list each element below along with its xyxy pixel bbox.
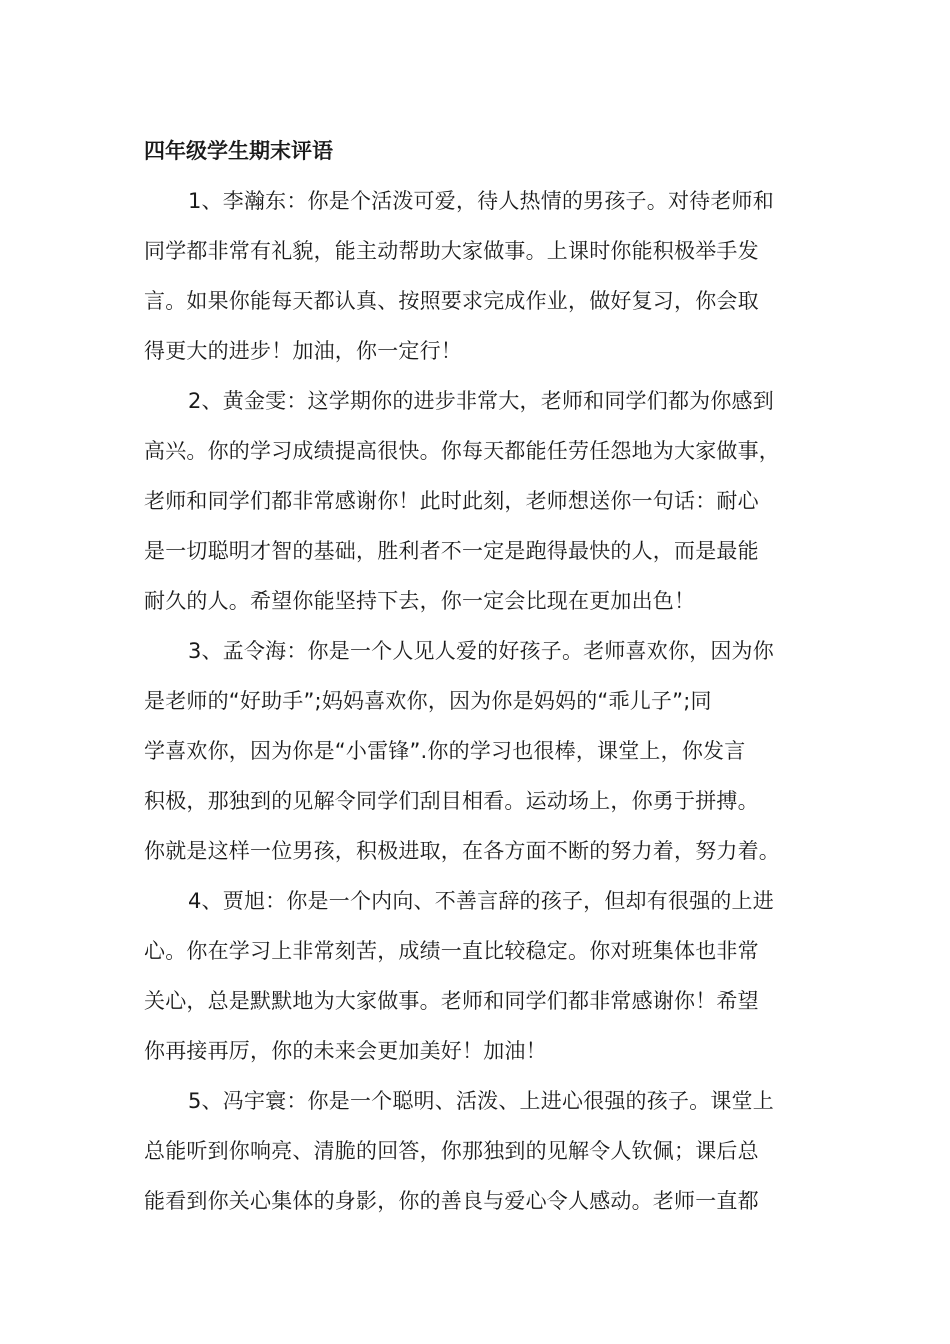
- text-line: 言。如果你能每天都认真、按照要求完成作业，做好复习，你会取: [144, 289, 759, 313]
- text-line: 是一切聪明才智的基础，胜利者不一定是跑得最快的人，而是最能: [144, 539, 759, 563]
- text-line: 同学都非常有礼貌，能主动帮助大家做事。上课时你能积极举手发: [144, 239, 759, 263]
- text-line: 4、贾旭：你是一个内向、不善言辞的孩子，但却有很强的上进: [188, 889, 774, 913]
- text-line: 得更大的进步！加油，你一定行！: [144, 339, 462, 363]
- text-line: 学喜欢你，因为你是“小雷锋”.你的学习也很棒，课堂上，你发言: [144, 739, 746, 763]
- text-line: 5、冯宇寰：你是一个聪明、活泼、上进心很强的孩子。课堂上: [188, 1089, 774, 1113]
- text-line: 1、李瀚东：你是个活泼可爱，待人热情的男孩子。对待老师和: [188, 189, 774, 213]
- text-line: 老师和同学们都非常感谢你！此时此刻，老师想送你一句话：耐心: [144, 489, 759, 513]
- text-line: 能看到你关心集体的身影，你的善良与爱心令人感动。老师一直都: [144, 1189, 759, 1213]
- text-line: 2、黄金雯：这学期你的进步非常大，老师和同学们都为你感到: [188, 389, 774, 413]
- text-line: 高兴。你的学习成绩提高很快。你每天都能任劳任怨地为大家做事，: [144, 439, 780, 463]
- text-line: 是老师的“好助手”;妈妈喜欢你，因为你是妈妈的“乖儿子”;同: [144, 689, 712, 713]
- text-line: 心。你在学习上非常刻苦，成绩一直比较稳定。你对班集体也非常: [144, 939, 759, 963]
- text-line: 耐久的人。希望你能坚持下去，你一定会比现在更加出色！: [144, 589, 696, 613]
- text-line: 3、孟令海：你是一个人见人爱的好孩子。老师喜欢你，因为你: [188, 639, 774, 663]
- text-line: 关心，总是默默地为大家做事。老师和同学们都非常感谢你！希望: [144, 989, 759, 1013]
- text-line: 你再接再厉，你的未来会更加美好！加油！: [144, 1039, 547, 1063]
- text-line: 总能听到你响亮、清脆的回答，你那独到的见解令人钦佩；课后总: [144, 1139, 759, 1163]
- text-line: 积极，那独到的见解令同学们刮目相看。运动场上，你勇于拼搏。: [144, 789, 759, 813]
- text-line: 你就是这样一位男孩，积极进取，在各方面不断的努力着，努力着。: [144, 839, 780, 863]
- document-title: 四年级学生期末评语: [144, 139, 333, 163]
